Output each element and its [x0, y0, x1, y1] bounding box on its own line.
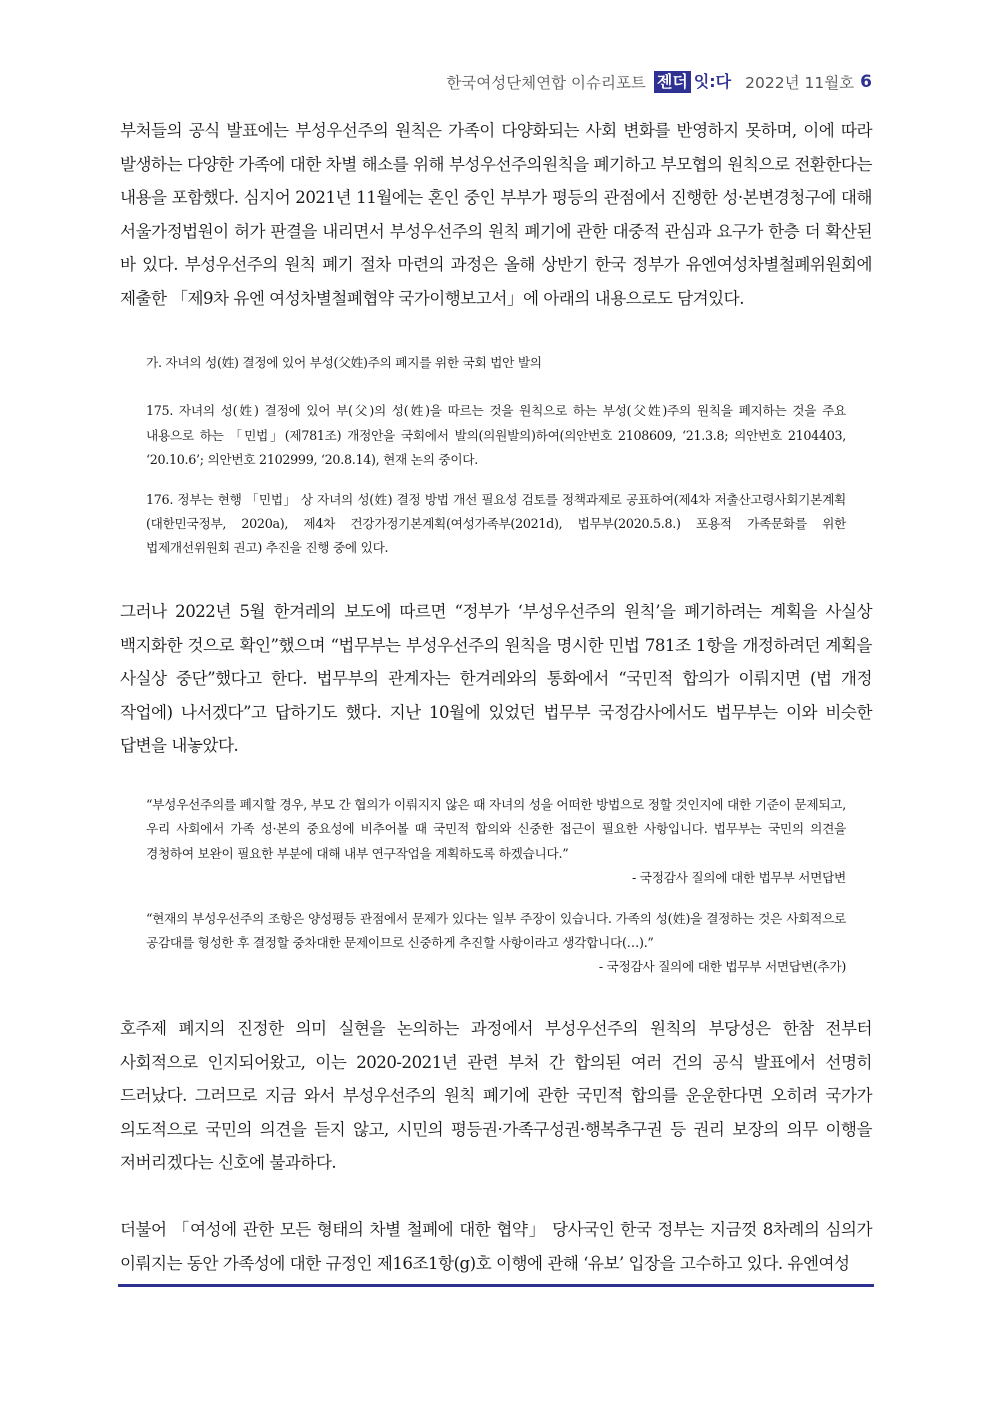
- report-excerpt-item-176: 176. 정부는 현행 「민법」 상 자녀의 성(姓) 결정 방법 개선 필요성 검토를 정책과제로 공표하여(제4차 저출산고령사회기본계획(대한민국정부, 2020a), 제4차 건강가정기본계획(여성가족부(2021d), 법무부(2020.5.8.) 포용적 가족문화를 위한 법제개선위원회 권고) 추진을 진행 중에 있다.: [146, 491, 846, 556]
- report-brand-logo: [654, 71, 733, 93]
- body-paragraph-1: 부처들의 공식 발표에는 부성우선주의 원칙은 가족이 다양화되는 사회 변화를 반영하지 못하며, 이에 따라 발생하는 다양한 가족에 대한 차별 해소를 위해 부성우선주의원칙을 폐기하고 부모협의 원칙으로 전환한다는 내용을 포함했다. 심지어 2021년 11월에는 혼인 중인 부부가 평등의 관점에서 진행한 성·본변경청구에 대해 서울가정법원이 허가 판결을 내리면서 부성우선주의 원칙 폐기에 관한 대중적 관심과 요구가 한층 더 확산된 바 있다. 부성우선주의 원칙 폐기 절차 마련의 과정은 올해 상반기 한국 정부가 유엔여성차별철폐위원회에 제출한 「제9차 유엔 여성차별철폐협약 국가이행보고서」에 아래의 내용으로도 담겨있다.: [120, 121, 872, 308]
- report-excerpt-block: [146, 351, 846, 561]
- ministry-answer-block: [146, 793, 846, 980]
- footer-divider: [118, 1284, 874, 1287]
- page-header: [446, 70, 872, 94]
- ministry-quote-2: “현재의 부성우선주의 조항은 양성평등 관점에서 문제가 있다는 일부 주장이 있습니다. 가족의 성(姓)을 결정하는 것은 사회적으로 공감대를 형성한 후 결정할 중차대한 문제이므로 신중하게 추진할 사항이라고 생각합니다(…).”: [146, 910, 846, 951]
- body-paragraph-3: 호주제 폐지의 진정한 의미 실현을 논의하는 과정에서 부성우선주의 원칙의 부당성은 한참 전부터 사회적으로 인지되어왔고, 이는 2020-2021년 관련 부처 간 합의된 여러 건의 공식 발표에서 선명히 드러났다. 그러므로 지금 와서 부성우선주의 원칙 폐기에 관한 국민적 합의를 운운한다면 오히려 국가가 의도적으로 국민의 의견을 듣지 않고, 시민의 평등권·가족구성권·행복추구권 등 권리 보장의 의무 이행을 저버리겠다는 신호에 불과하다.: [120, 1019, 872, 1173]
- report-excerpt-heading: 가. 자녀의 성(姓) 결정에 있어 부성(父姓)주의 폐지를 위한 국회 법안 발의: [146, 355, 542, 370]
- body-paragraph-2: 그러나 2022년 5월 한겨레의 보도에 따르면 “정부가 ‘부성우선주의 원칙’을 폐기하려는 계획을 사실상 백지화한 것으로 확인”했으며 “법무부는 부성우선주의 원칙을 명시한 민법 781조 1항을 개정하려던 계획을 사실상 중단”했다고 한다. 법무부의 관계자는 한겨레와의 통화에서 “국민적 합의가 이뤄지면 (법 개정 작업에) 나서겠다”고 답하기도 했다. 지난 10월에 있었던 법무부 국정감사에서도 법무부는 이와 비슷한 답변을 내놓았다.: [120, 602, 872, 756]
- report-excerpt-item-175: 175. 자녀의 성(姓) 결정에 있어 부(父)의 성(姓)을 따르는 것을 원칙으로 하는 부성(父姓)주의 원칙을 폐지하는 것을 주요 내용으로 하는 「민법」(제781조) 개정안을 국회에서 발의(의원발의)하여(의안번호 2108609, ‘21.3.8; 의안번호 2104403, ‘20.10.6’; 의안번호 2102999, ‘20.8.14), 현재 논의 중이다.: [146, 403, 846, 468]
- header-issue-date: 2022년 11월호: [745, 74, 855, 92]
- page-number: 6: [860, 72, 872, 92]
- header-org: 한국여성단체연합 이슈리포트: [446, 74, 646, 92]
- brand-part1: 젠더: [654, 71, 691, 93]
- brand-part2: 잇:다: [693, 72, 732, 91]
- body-paragraph-4: 더불어 「여성에 관한 모든 형태의 차별 철폐에 대한 협약」 당사국인 한국 정부는 지금껏 8차례의 심의가 이뤄지는 동안 가족성에 대한 규정인 제16조1항(g)호 이행에 관해 ‘유보’ 입장을 고수하고 있다. 유엔여성: [120, 1220, 872, 1273]
- ministry-quote-1: “부성우선주의를 폐지할 경우, 부모 간 협의가 이뤄지지 않은 때 자녀의 성을 어떠한 방법으로 정할 것인지에 대한 기준이 문제되고, 우리 사회에서 가족 성·본의 중요성에 비추어볼 때 국민적 합의와 신중한 접근이 필요한 사항입니다. 법무부는 국민의 의견을 경청하여 보완이 필요한 부분에 대해 내부 연구작업을 계획하도록 하겠습니다.”: [146, 797, 846, 861]
- ministry-quote-2-attribution: - 국정감사 질의에 대한 법무부 서면답변(추가): [598, 959, 846, 975]
- ministry-quote-1-attribution: - 국정감사 질의에 대한 법무부 서면답변: [632, 870, 846, 886]
